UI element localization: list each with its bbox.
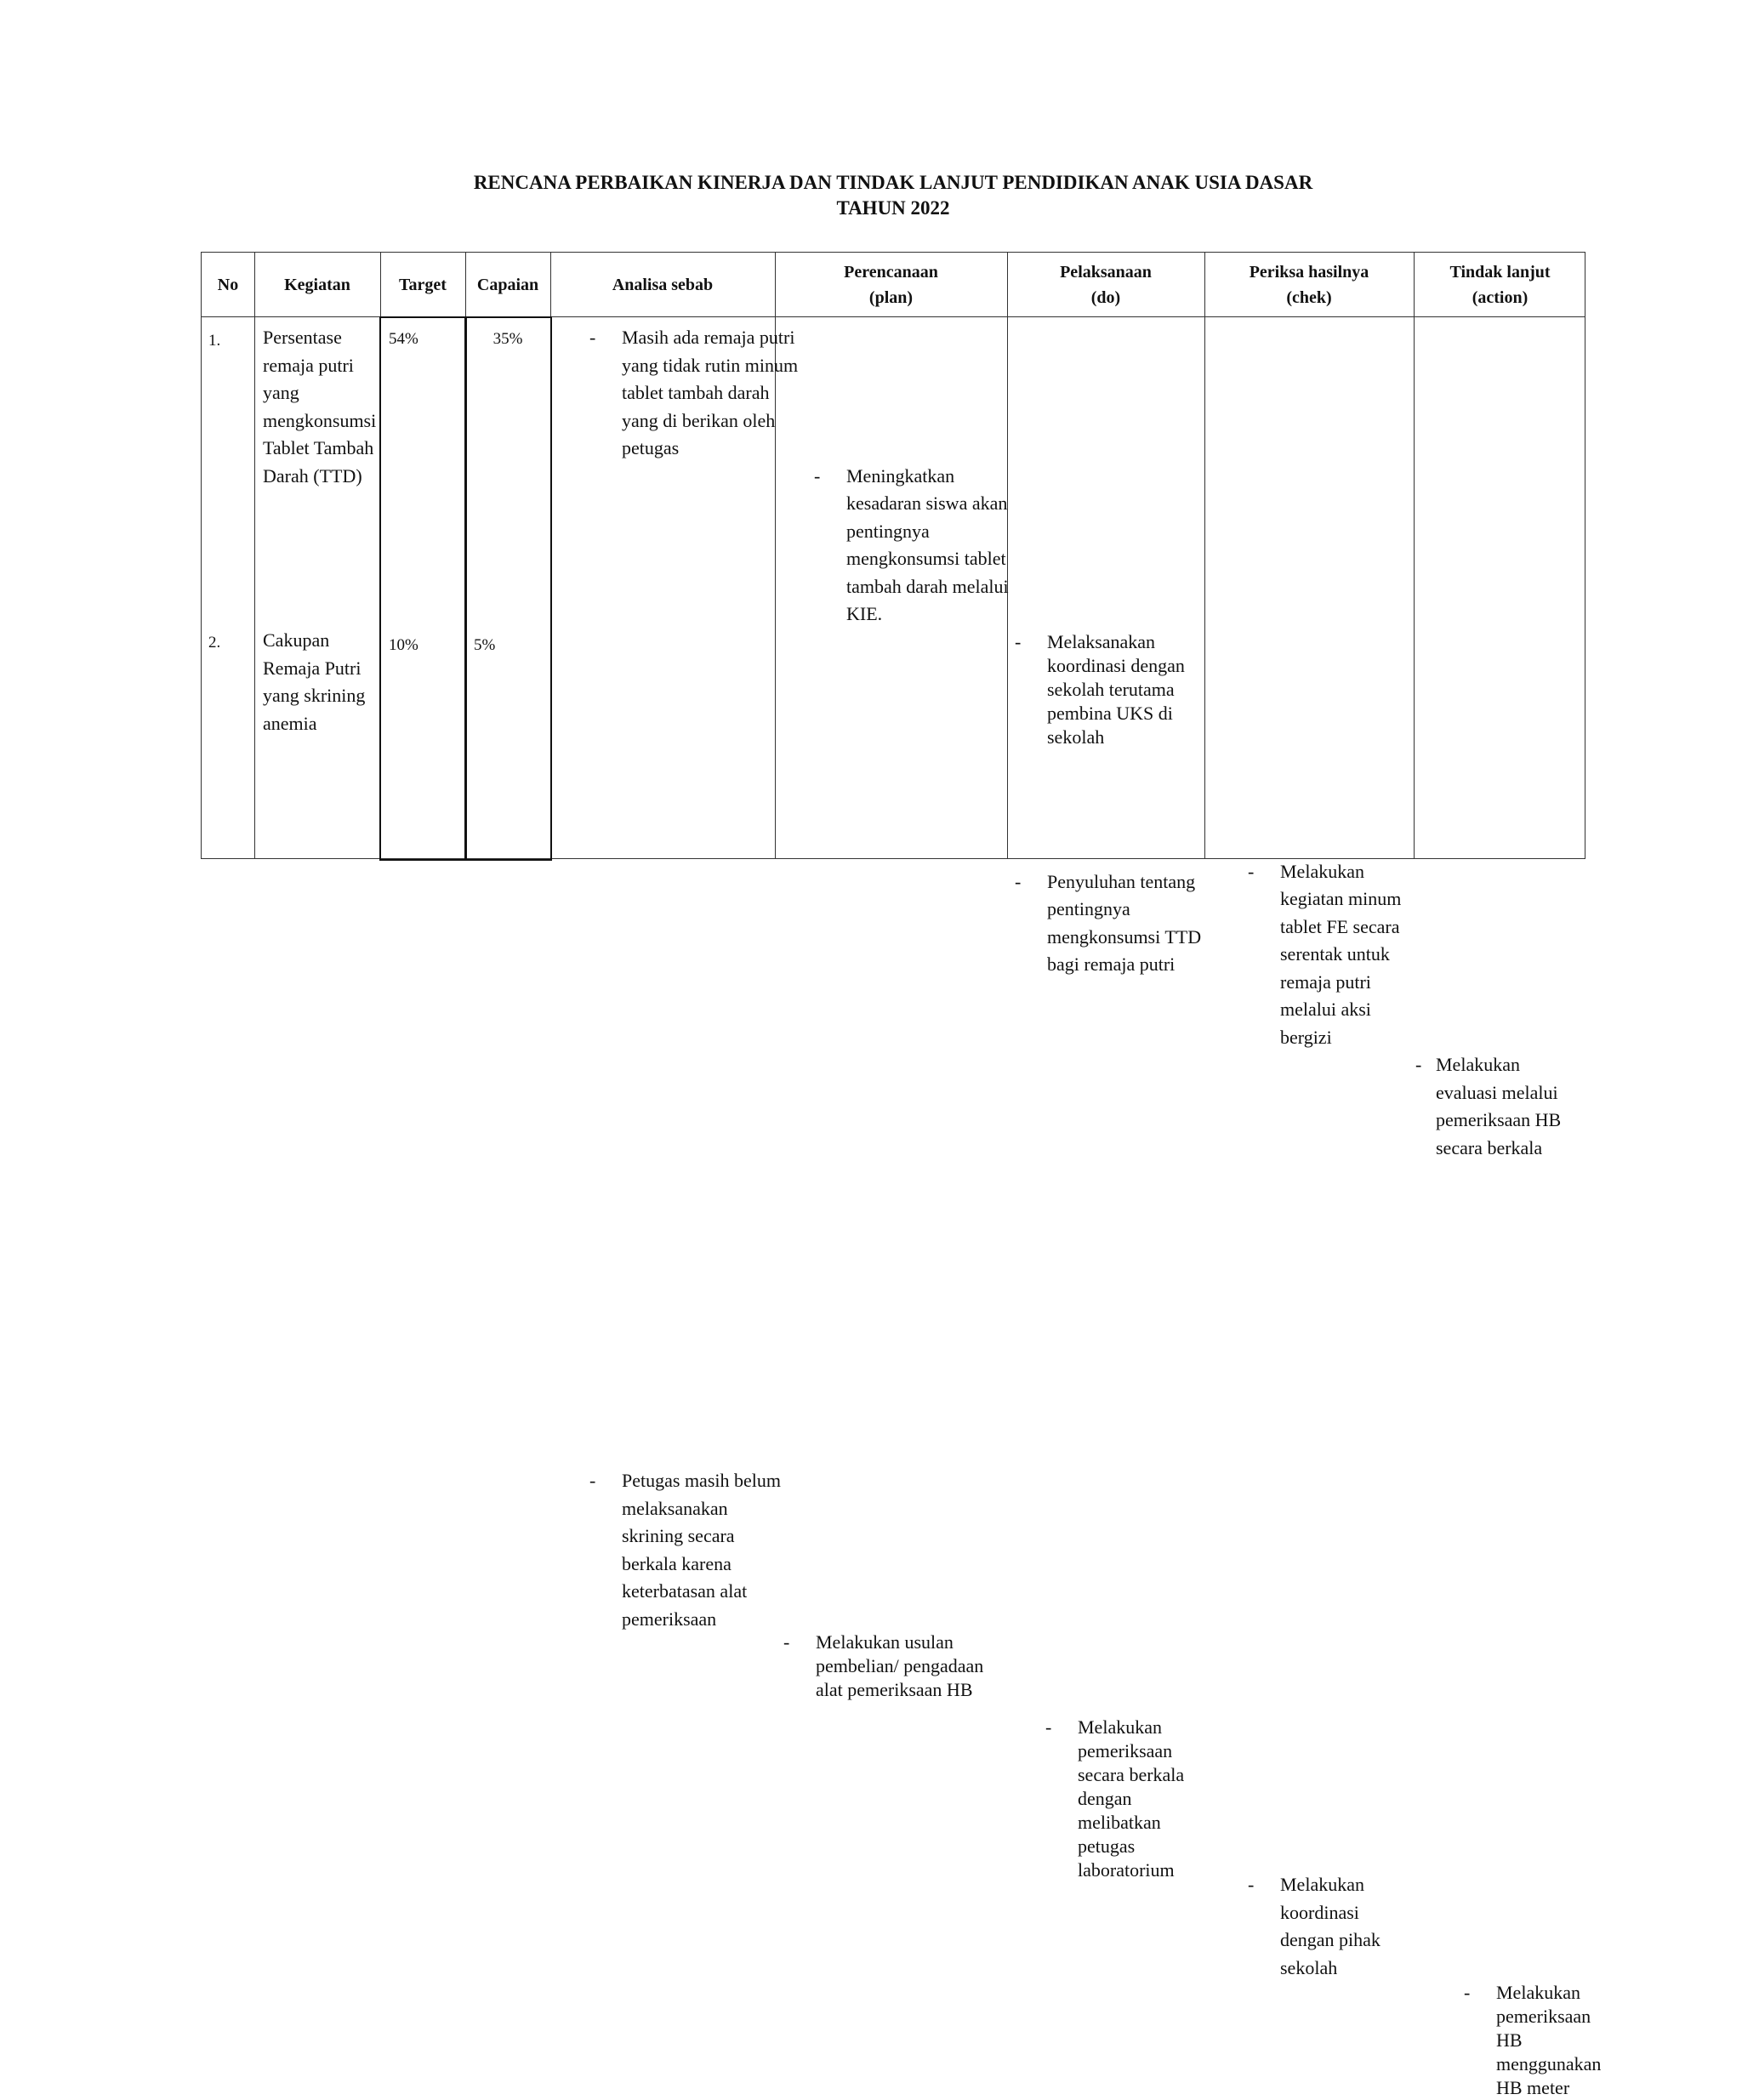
row1-periksa: - Melakukan kegiatan minum tablet FE secara serentak untuk remaja putri melalui aksi bergizi: [1248, 858, 1416, 1052]
dash-marker: -: [1464, 1982, 1471, 2003]
row1-target: 54%: [389, 330, 418, 348]
header-perencanaan: Perencanaan (plan): [844, 262, 938, 307]
row2-periksa: - Melakukan koordinasi dengan pihak sekolah: [1248, 1871, 1416, 1982]
header-kegiatan: Kegiatan: [284, 275, 350, 294]
header-capaian: Capaian: [476, 275, 539, 294]
col-divider: [254, 253, 255, 858]
header-pelaksanaan: Pelaksanaan (do): [1060, 262, 1152, 307]
row1-pelaksanaan-2: - Penyuluhan tentang pentingnya mengkonsumsi TTD bagi remaja putri: [1015, 868, 1205, 979]
row1-no: 1.: [208, 332, 221, 350]
header-analisa: Analisa sebab: [612, 275, 714, 294]
col-divider: [1414, 253, 1415, 858]
header-tindak: Tindak lanjut (action): [1449, 262, 1551, 307]
row1-perencanaan: - Meningkatkan kesadaran siswa akan pentingnya mengkonsumsi tablet tambah darah melalui KIE.: [814, 463, 1016, 629]
row2-analisa: - Petugas masih belum melaksanakan skrining secara berkala karena keterbatasan alat pemeriksaan: [589, 1467, 792, 1633]
title-line-1: RENCANA PERBAIKAN KINERJA DAN TINDAK LANJUT PENDIDIKAN ANAK USIA DASAR: [473, 172, 1313, 193]
row1-capaian: 35%: [492, 330, 523, 348]
capaian-box: [464, 316, 552, 861]
header-periksa: Periksa hasilnya (chek): [1249, 262, 1369, 307]
title-line-2: TAHUN 2022: [836, 197, 950, 219]
dash-marker: -: [1015, 870, 1022, 892]
document-title: [0, 170, 1742, 221]
dash-marker: -: [1015, 630, 1022, 652]
row2-no: 2.: [208, 634, 221, 652]
row1-analisa: - Masih ada remaja putri yang tidak rutin minum tablet tambah darah yang di berikan oleh petugas: [589, 324, 807, 463]
dash-marker: -: [783, 1631, 790, 1653]
performance-table: [201, 252, 1602, 2098]
row1-kegiatan: Persentase remaja putri yang mengkonsumsi Tablet Tambah Darah (TTD): [263, 327, 377, 487]
dash-marker: -: [1248, 860, 1255, 882]
dash-marker: -: [1248, 1874, 1255, 1895]
dash-marker: -: [589, 327, 596, 348]
dash-marker: -: [814, 464, 821, 487]
row2-capaian: 5%: [474, 636, 496, 654]
dash-marker: -: [589, 1470, 596, 1491]
target-box: [379, 316, 467, 861]
row1-tindak: - Melakukan evaluasi melalui pemeriksaan HB secara berkala: [1415, 1051, 1585, 1162]
dash-marker: -: [1415, 1054, 1422, 1075]
row2-perencanaan: - Melakukan usulan pembelian/ pengadaan alat pemeriksaan HB: [783, 1631, 984, 1700]
header-no: No: [217, 275, 239, 294]
row2-tindak: - Melakukan pemeriksaan HB menggunakan HB meter: [1464, 1982, 1602, 2098]
dash-marker: -: [1045, 1716, 1052, 1738]
row1-pelaksanaan-1: - Melaksanakan koordinasi dengan sekolah terutama pembina UKS di sekolah: [1015, 630, 1185, 748]
header-target: Target: [399, 275, 447, 294]
row2-target: 10%: [389, 636, 418, 654]
row2-pelaksanaan: - Melakukan pemeriksaan secara berkala dengan melibatkan petugas laboratorium: [1045, 1716, 1185, 1881]
col-divider: [1204, 253, 1205, 858]
row2-kegiatan: Cakupan Remaja Putri yang skrining anemia: [263, 629, 366, 734]
